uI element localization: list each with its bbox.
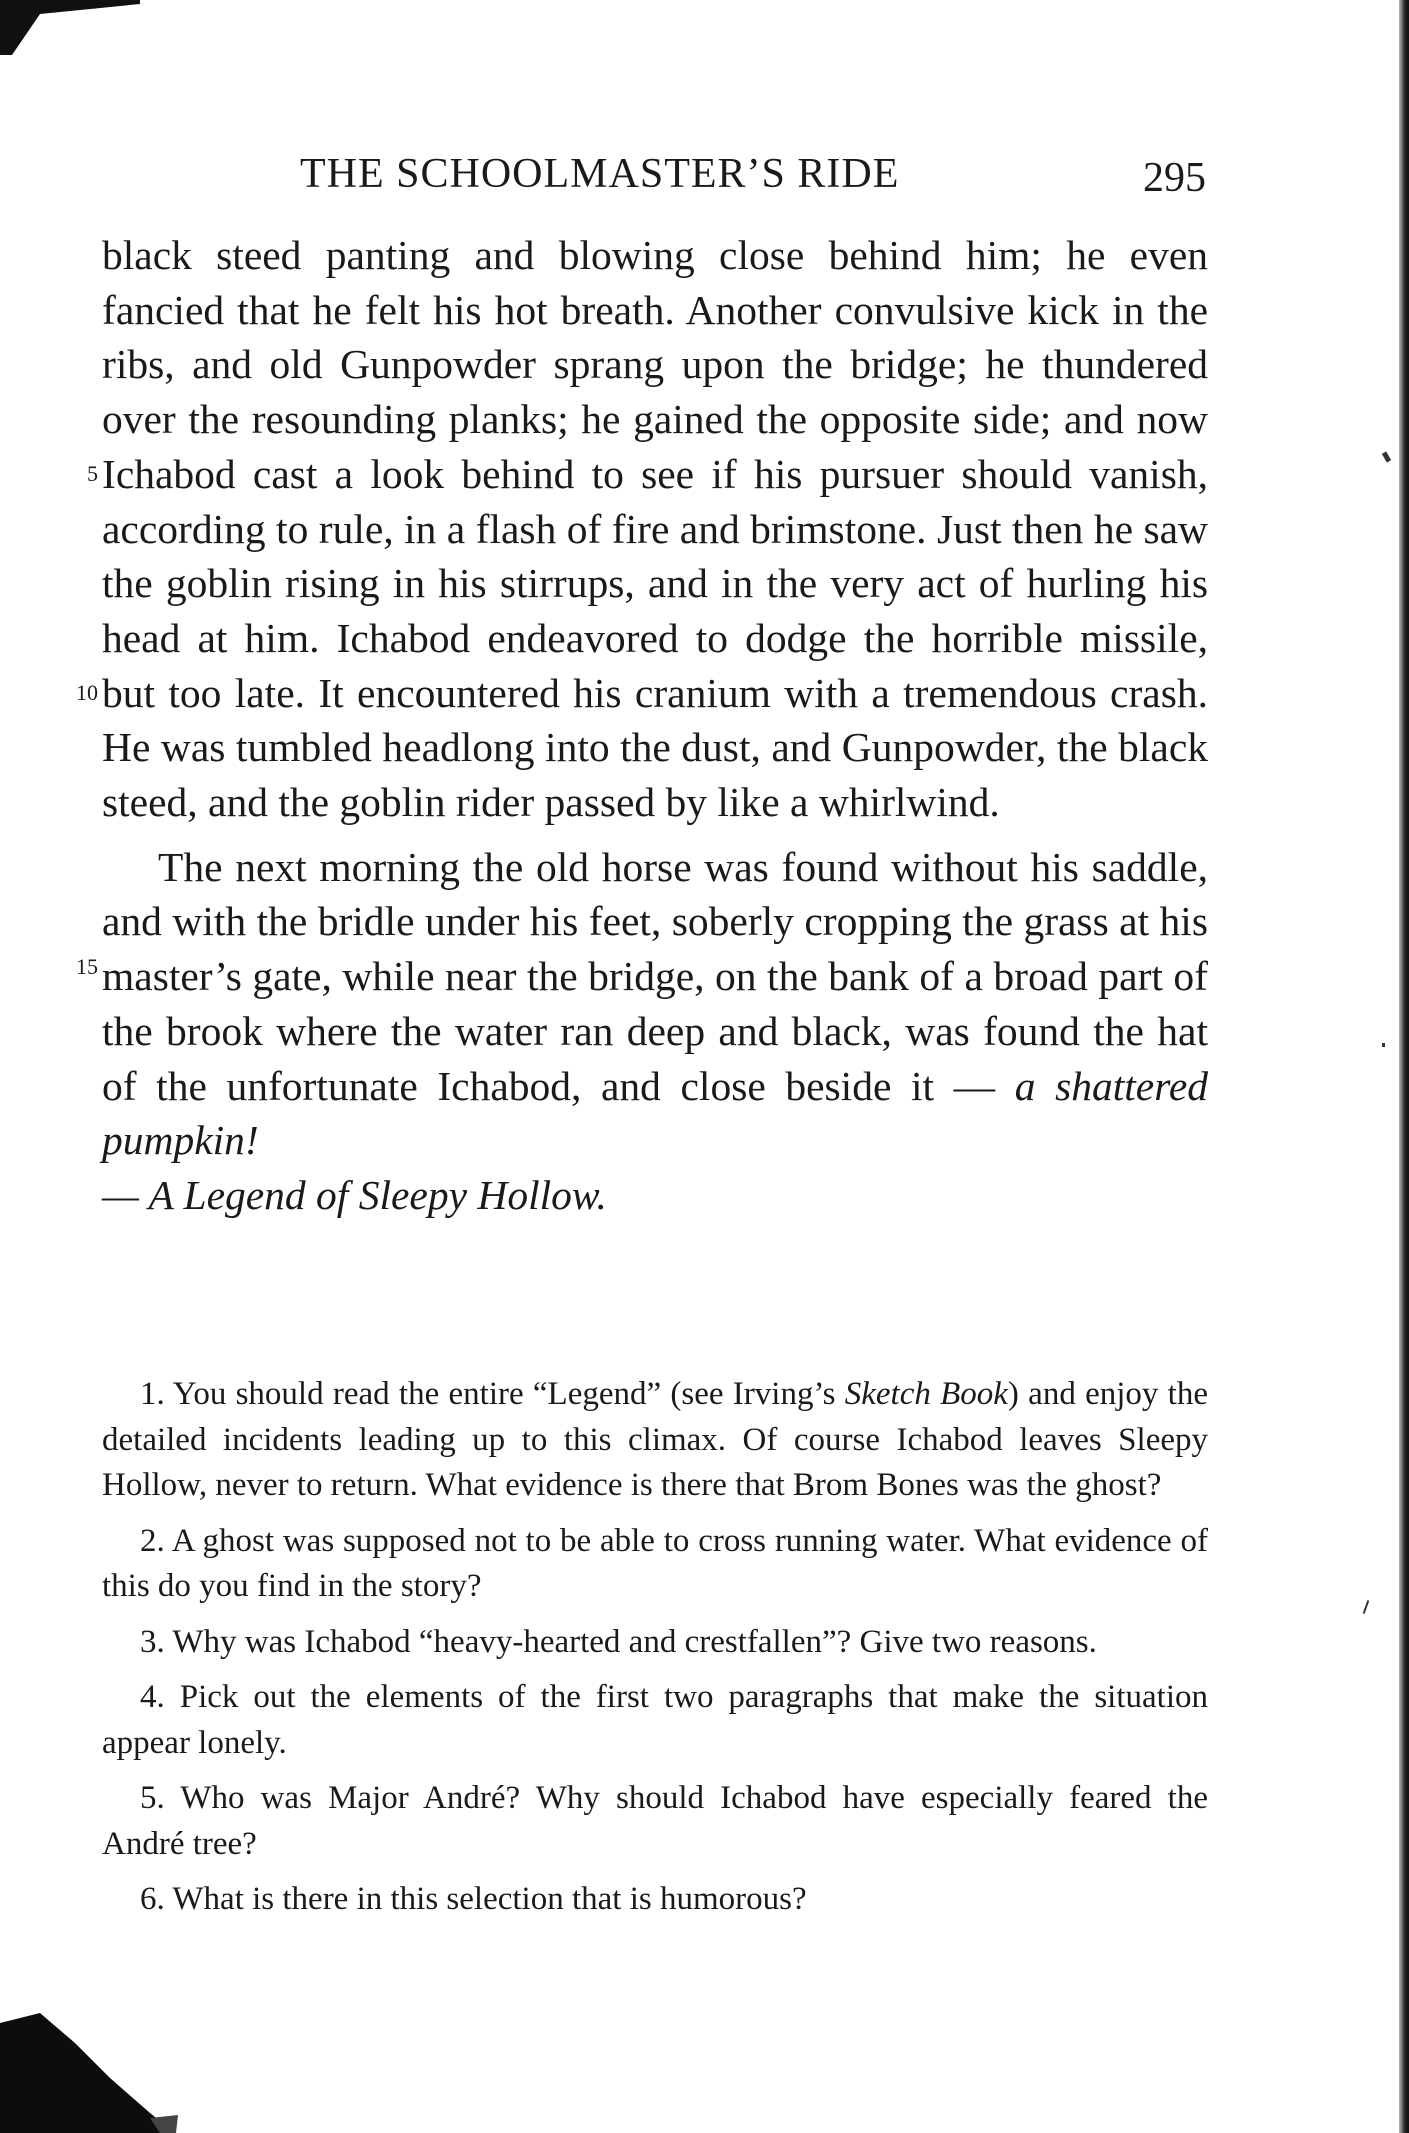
scan-speck xyxy=(1363,1600,1370,1614)
study-questions xyxy=(102,1372,1208,1933)
paragraph xyxy=(102,840,1208,1168)
scan-speck xyxy=(1382,1043,1385,1047)
paragraph: black steed panting and blowing close behind him; he even fancied that he felt his hot breath. Another convulsive kick in the ribs, and old Gunpowder sprang upon the bridge; he thundered over the resounding planks; he gained the opposite side; and now Ichabod cast a look behind to see if his pursuer should vanish, according to rule, in a flash of fire and brimstone. Just then he saw the goblin rising in his stirrups, and in the very act of hurling his head at him. Ichabod endeavored to dodge the horrible missile, but too late. It encountered his cranium with a tremendous crash. He was tumbled headlong into the dust, and Gunpowder, the black steed, and the goblin rider passed by like a whirlwind. xyxy=(102,232,1208,826)
page-number: 295 xyxy=(1143,155,1206,201)
question: 3. Why was Ichabod “heavy-hearted and crestfallen”? Give two reasons. xyxy=(140,1623,1097,1660)
question xyxy=(102,1372,1208,1509)
attribution: — A Legend of Sleepy Hollow. xyxy=(102,1171,607,1218)
scan-speck xyxy=(1382,451,1391,462)
question-text: ) and enjoy the detailed incidents leading up to this climax. Of course Ichabod leaves Sleepy Hollow, never to return. What evidence is there that Brom Bones was the ghost? xyxy=(102,1376,1208,1503)
scan-corner-shadow xyxy=(0,0,140,55)
scan-corner-shadow-bottom xyxy=(0,2003,180,2133)
question: 2. A ghost was supposed not to be able to cross running water. What evidence of this do you find in the story? xyxy=(102,1522,1208,1604)
italic-phrase: a shattered pumpkin! xyxy=(102,1062,1208,1164)
paragraph-text: The next morning the old horse was found without his saddle, and with the bridle under his feet, soberly cropping the grass at his master’s gate, while near the bridge, on the bank of a broad part of the brook where the water ran deep and black, was found the hat of the unfortunate Ichabod, and close beside it — xyxy=(102,843,1208,1109)
question-text: 1. You should read the entire “Legend” (see Irving’s xyxy=(140,1376,845,1412)
question: 6. What is there in this selection that is humorous? xyxy=(140,1881,807,1917)
line-number: 10 xyxy=(76,680,98,705)
main-text xyxy=(76,228,1208,1223)
question: 5. Who was Major André? Why should Ichabod have especially feared the André tree? xyxy=(102,1780,1208,1862)
question: 4. Pick out the elements of the first two paragraphs that make the situation appear lonely. xyxy=(102,1679,1208,1761)
running-header xyxy=(0,150,1409,210)
book-title: Sketch Book xyxy=(844,1376,1008,1412)
line-number: 5 xyxy=(87,461,98,486)
scan-page-edge xyxy=(1399,0,1409,2133)
running-title: THE SCHOOLMASTER’S RIDE xyxy=(300,151,900,197)
line-number: 15 xyxy=(76,954,98,979)
